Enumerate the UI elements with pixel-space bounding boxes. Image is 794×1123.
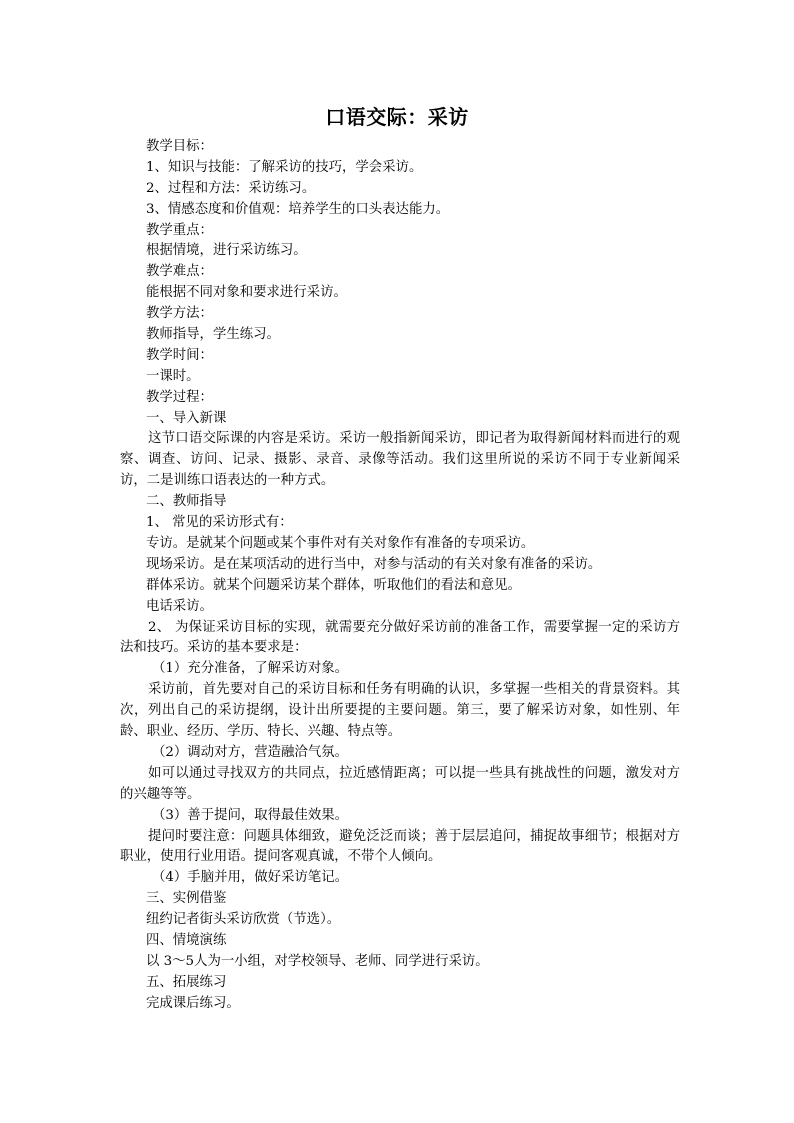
body-line: 电话采访。 xyxy=(146,598,213,614)
body-line: （2）调动对方，营造融洽气氛。 xyxy=(152,744,348,760)
body-line: 教学重点： xyxy=(146,222,213,238)
body-line: 现场采访。是在某项活动的进行当中，对参与活动的有关对象有准备的采访。 xyxy=(146,556,602,572)
body-line: （1）充分准备，了解采访对象。 xyxy=(152,661,348,677)
body-line: 教学方法： xyxy=(146,306,213,322)
body-line: 3、情感态度和价值观：培养学生的口头表达能力。 xyxy=(146,201,450,217)
document-title: 口语交际：采访 xyxy=(325,105,469,129)
body-line: 教学时间： xyxy=(146,347,213,363)
body-line: （4）手脑并用，做好采访笔记。 xyxy=(152,870,348,886)
body-line: 二、教师指导 xyxy=(146,494,227,510)
body-line: 三、实例借鉴 xyxy=(146,891,227,907)
body-line: 教学难点： xyxy=(146,264,213,280)
body-line: 一课时。 xyxy=(146,368,200,384)
body-line: 完成课后练习。 xyxy=(146,995,240,1011)
body-line: 一、导入新课 xyxy=(146,410,227,426)
body-line: 教学过程： xyxy=(146,389,213,405)
body-line: 四、情境演练 xyxy=(146,933,227,949)
body-line: 1、 常见的采访形式有： xyxy=(146,515,293,531)
document-body xyxy=(120,137,680,1015)
body-line: 能根据不同对象和要求进行采访。 xyxy=(146,285,347,301)
body-line: 1、知识与技能：了解采访的技巧，学会采访。 xyxy=(146,159,423,175)
body-line: 教师指导，学生练习。 xyxy=(146,327,280,343)
body-paragraph: 如可以通过寻找双方的共同点，拉近感情距离；可以提一些具有挑战性的问题，激发对方的兴趣等等。 xyxy=(120,765,680,802)
body-line: 2、过程和方法：采访练习。 xyxy=(146,180,316,196)
body-line: 纽约记者街头采访欣赏（节选）。 xyxy=(146,912,341,928)
body-paragraph: 2、 为保证采访目标的实现，就需要充分做好采访前的准备工作，需要掌握一定的采访方法和技巧。采访的基本要求是： xyxy=(120,619,680,656)
body-paragraph: 这节口语交际课的内容是采访。采访一般指新闻采访，即记者为取得新闻材料而进行的观察、调查、访问、记录、摄影、录音、录像等活动。我们这里所说的采访不同于专业新闻采访，二是训练口语表达的一种方式。 xyxy=(120,431,680,489)
body-line: 以 3～5人为一小组，对学校领导、老师、同学进行采访。 xyxy=(146,953,489,969)
body-line: 专访。是就某个问题或某个事件对有关对象作有准备的专项采访。 xyxy=(146,535,535,551)
body-line: 群体采访。就某个问题采访某个群体，听取他们的看法和意见。 xyxy=(146,577,521,593)
body-line: 五、拓展练习 xyxy=(146,974,227,990)
body-paragraph: 采访前，首先要对自己的采访目标和任务有明确的认识，多掌握一些相关的背景资料。其次，列出自己的采访提纲，设计出所要提的主要问题。第三，要了解采访对象，如性别、年龄、职业、经历、学历、特长、兴趣、特点等。 xyxy=(120,682,680,740)
body-line: （3）善于提问，取得最佳效果。 xyxy=(152,807,348,823)
body-line: 教学目标： xyxy=(146,139,213,154)
body-paragraph: 提问时要注意：问题具体细致，避免泛泛而谈；善于层层追问，捕捉故事细节；根据对方职业，使用行业用语。提问客观真诚，不带个人倾向。 xyxy=(120,828,680,865)
body-line: 根据情境，进行采访练习。 xyxy=(146,243,307,259)
